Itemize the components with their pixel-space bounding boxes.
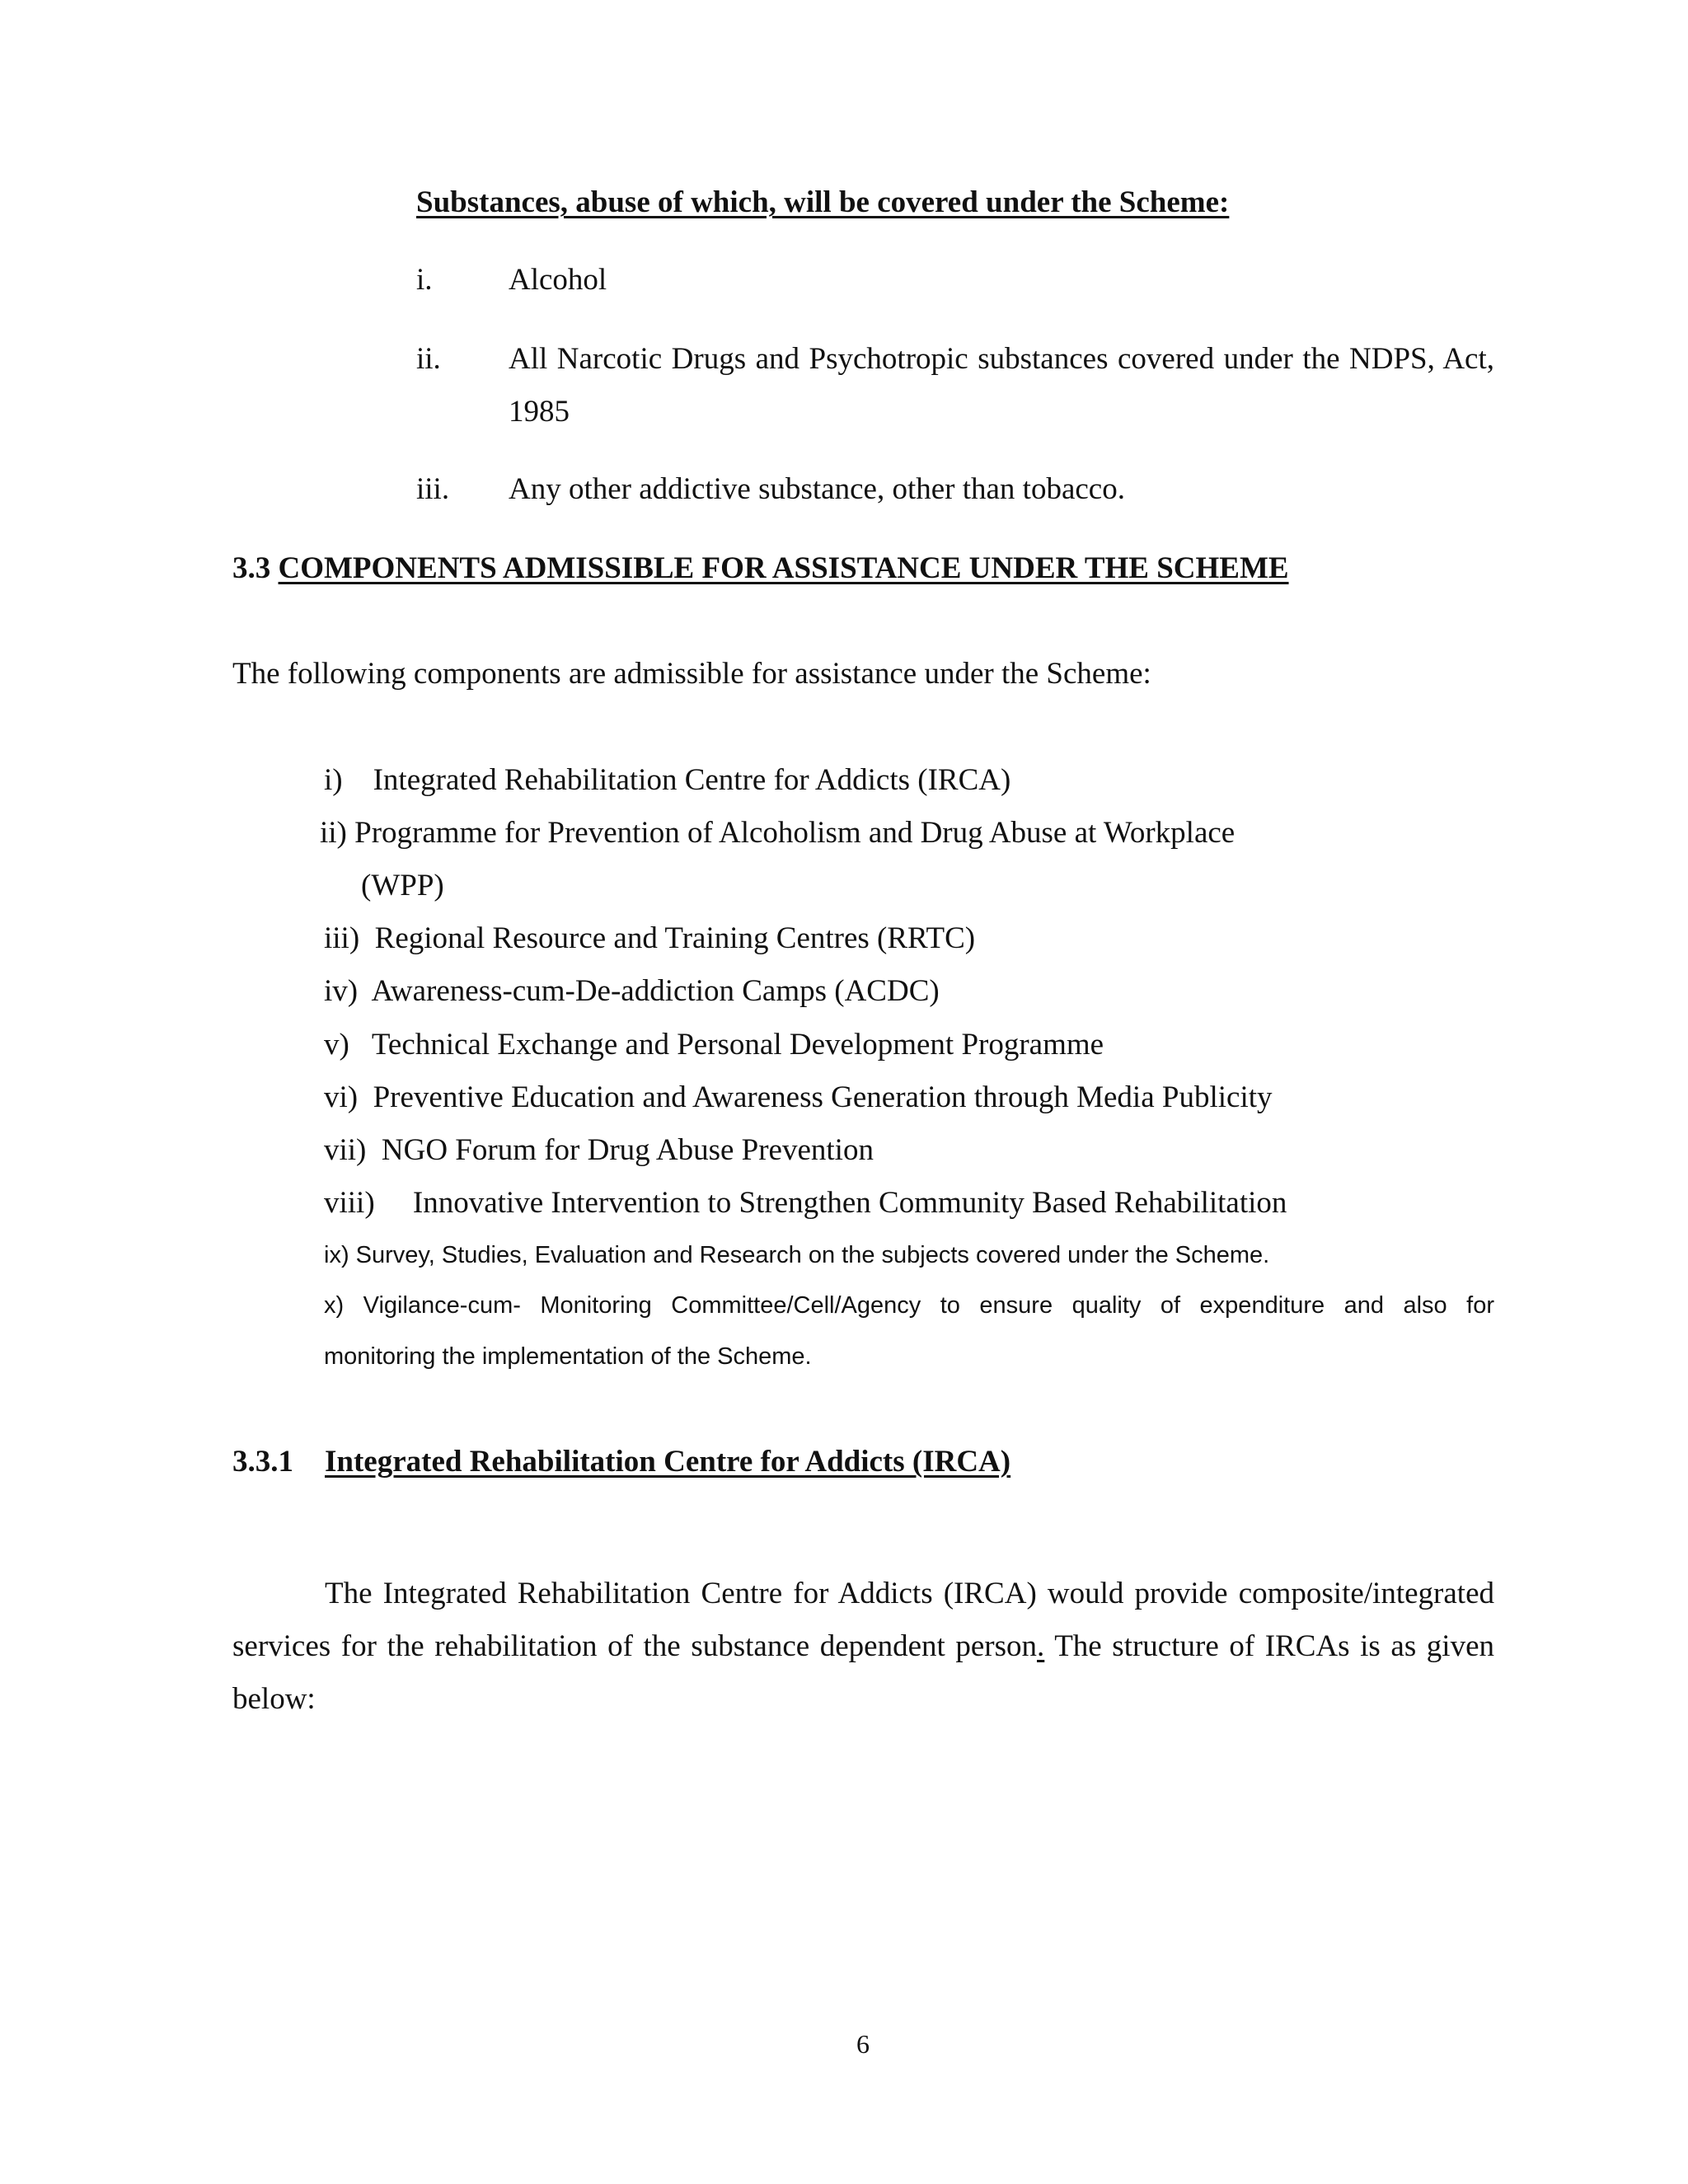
substances-heading: Substances, abuse of which, will be covered under the Scheme: — [416, 185, 1230, 219]
component-item-4: iv) Awareness-cum-De-addiction Camps (ACDC) — [324, 974, 940, 1008]
page-number: 6 — [856, 2029, 870, 2059]
component-item-10: x) Vigilance-cum- Monitoring Committee/Cell/Agency to ensure quality of expenditure and also for — [324, 1292, 1494, 1319]
component-item-7: vii) NGO Forum for Drug Abuse Prevention — [324, 1133, 874, 1167]
irca-paragraph-line-1: The Integrated Rehabilitation Centre for Addicts (IRCA) would provide composite/integrated — [325, 1577, 1494, 1610]
component-item-8: viii) Innovative Intervention to Strengthen Community Based Rehabilitation — [324, 1186, 1287, 1220]
substance-item-3-text: Any other addictive substance, other than tobacco. — [509, 472, 1125, 506]
component-item-2-continuation: (WPP) — [361, 869, 444, 902]
component-item-10-continuation: monitoring the implementation of the Scheme. — [324, 1343, 812, 1370]
substance-item-3-number: iii. — [416, 472, 450, 506]
section-3-3-heading — [232, 551, 1289, 587]
substance-item-1-text: Alcohol — [509, 263, 607, 297]
irca-paragraph-underlined-period: . — [1037, 1629, 1045, 1663]
substance-item-2-continuation: 1985 — [509, 395, 570, 429]
section-3-3-1-number: 3.3.1 — [232, 1445, 293, 1479]
irca-paragraph-line-2-end: The structure of IRCAs is as given — [1044, 1629, 1495, 1663]
section-3-3-number: 3.3 — [232, 551, 271, 585]
irca-paragraph-line-2 — [232, 1629, 1494, 1665]
section-3-3-1-title: Integrated Rehabilitation Centre for Addicts (IRCA) — [325, 1445, 1011, 1479]
substance-item-2-number: ii. — [416, 342, 441, 376]
irca-paragraph-line-2-start: services for the rehabilitation of the substance dependent person — [232, 1629, 1038, 1663]
component-item-1: i) Integrated Rehabilitation Centre for Addicts (IRCA) — [324, 763, 1011, 797]
components-intro: The following components are admissible for assistance under the Scheme: — [232, 657, 1151, 691]
component-item-9: ix) Survey, Studies, Evaluation and Research on the subjects covered under the Scheme. — [324, 1242, 1270, 1268]
component-item-6: vi) Preventive Education and Awareness Generation through Media Publicity — [324, 1080, 1273, 1114]
substance-item-2-text: All Narcotic Drugs and Psychotropic substances covered under the NDPS, Act, — [509, 342, 1494, 376]
component-item-2: ii) Programme for Prevention of Alcoholism and Drug Abuse at Workplace — [320, 816, 1236, 850]
substance-item-1-number: i. — [416, 263, 433, 297]
component-item-5: v) Technical Exchange and Personal Development Programme — [324, 1028, 1104, 1062]
component-item-3: iii) Regional Resource and Training Centres (RRTC) — [324, 921, 976, 955]
irca-paragraph-line-3: below: — [232, 1682, 316, 1716]
section-3-3-title: COMPONENTS ADMISSIBLE FOR ASSISTANCE UNDER THE SCHEME — [278, 551, 1289, 585]
